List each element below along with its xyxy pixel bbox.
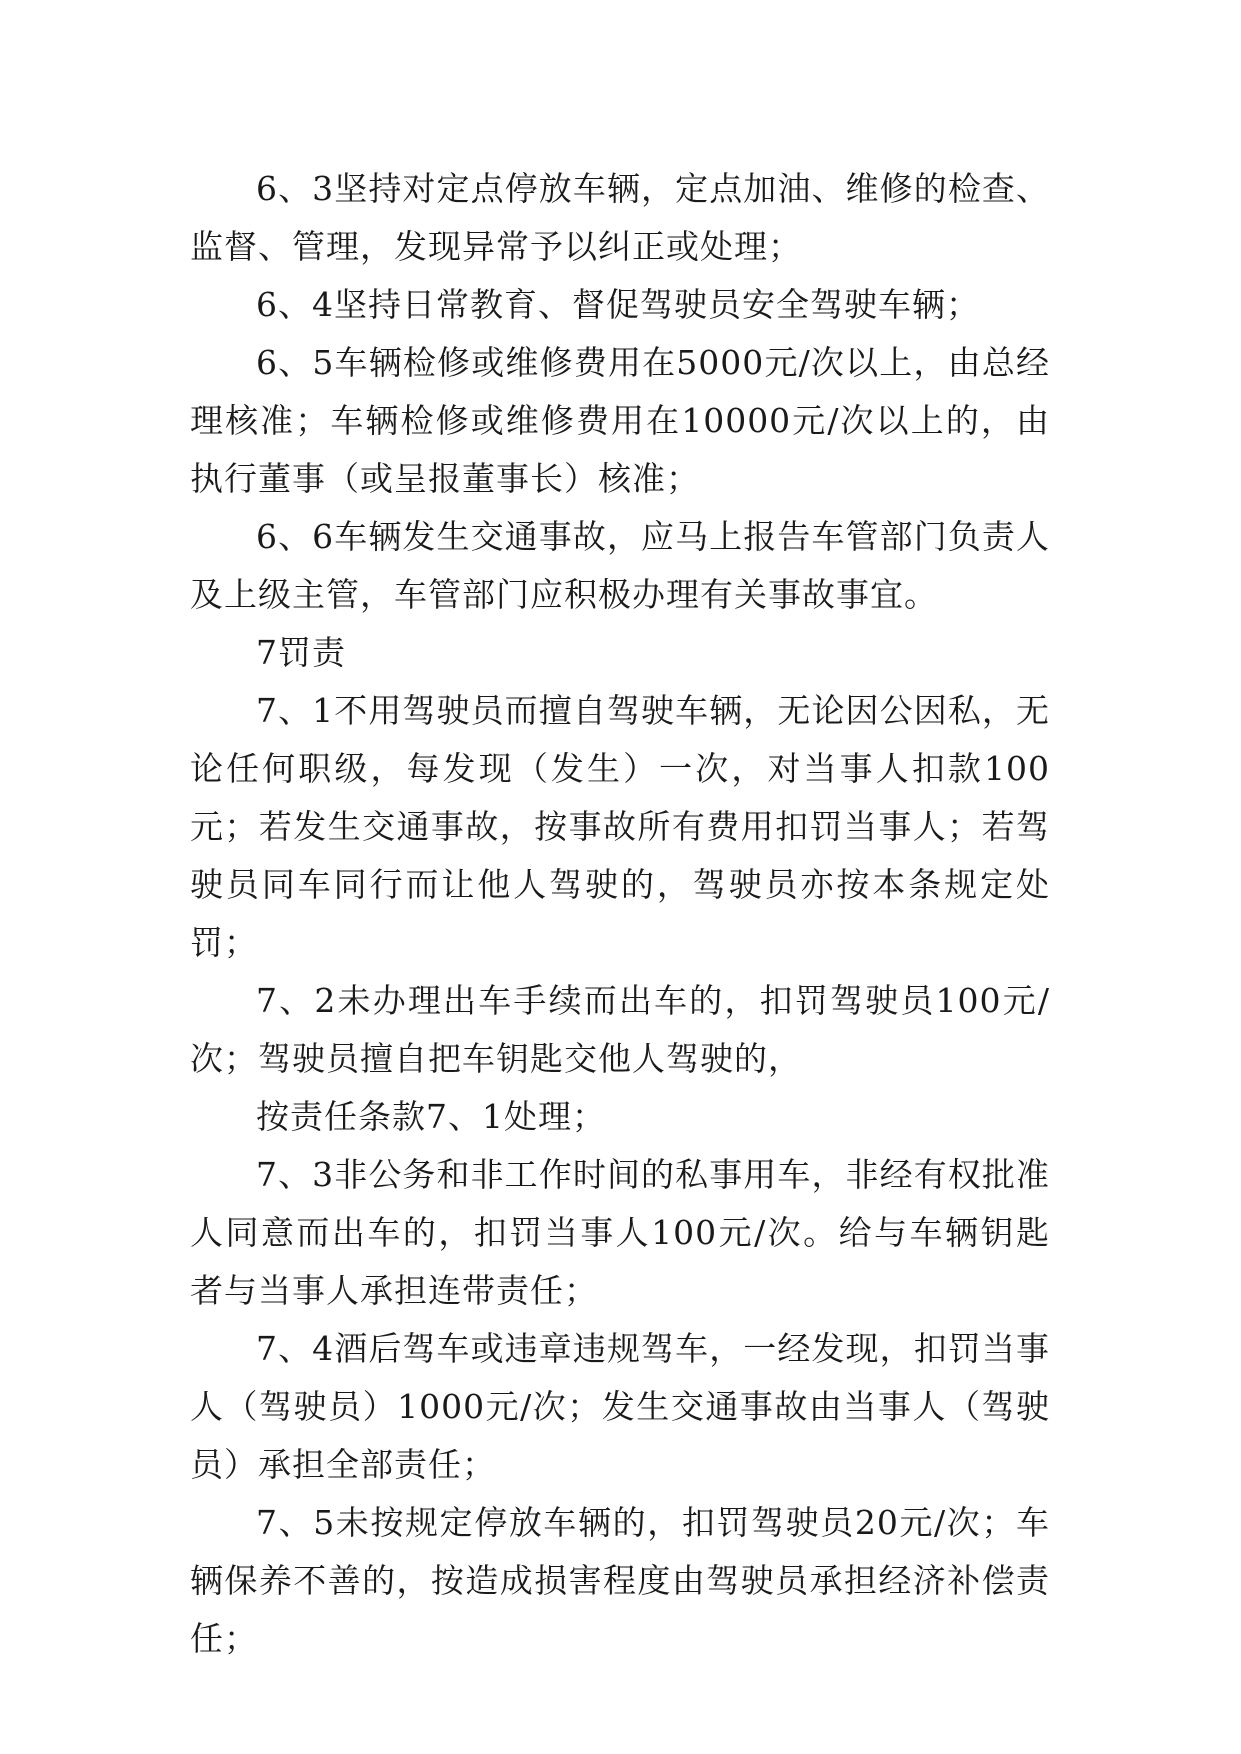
paragraph-6-3: 6、3坚持对定点停放车辆，定点加油、维修的检查、监督、管理，发现异常予以纠正或处理； [190,169,1050,266]
paragraph-7-4: 7、4酒后驾车或违章违规驾车，一经发现，扣罚当事人（驾驶员）1000元/次；发生交通事故由当事人（驾驶员）承担全部责任； [190,1329,1050,1484]
paragraph-6-4: 6、4坚持日常教育、督促驾驶员安全驾驶车辆； [256,285,980,324]
paragraph-6-6: 6、6车辆发生交通事故，应马上报告车管部门负责人及上级主管，车管部门应积极办理有关事故事宜。 [190,517,1050,614]
paragraph-7-3: 7、3非公务和非工作时间的私事用车，非经有权批准人同意而出车的，扣罚当事人100元/次。给与车辆钥匙者与当事人承担连带责任； [190,1155,1050,1310]
paragraph-7-2-continued: 按责任条款7、1处理； [256,1097,606,1136]
paragraph-7-1: 7、1不用驾驶员而擅自驾驶车辆，无论因公因私，无论任何职级，每发现（发生）一次，对当事人扣款100元；若发生交通事故，按事故所有费用扣罚当事人；若驾驶员同车同行而让他人驾驶的，驾驶员亦按本条规定处罚； [190,691,1050,962]
paragraph-7-2: 7、2未办理出车手续而出车的，扣罚驾驶员100元/次；驾驶员擅自把车钥匙交他人驾驶的， [190,981,1050,1078]
section-heading-7: 7罚责 [256,633,346,672]
paragraph-7-5: 7、5未按规定停放车辆的，扣罚驾驶员20元/次；车辆保养不善的，按造成损害程度由驾驶员承担经济补偿责任； [190,1503,1050,1658]
document-body [190,160,1050,1668]
paragraph-6-5: 6、5车辆检修或维修费用在5000元/次以上，由总经理核准；车辆检修或维修费用在10000元/次以上的，由执行董事（或呈报董事长）核准； [190,343,1050,498]
